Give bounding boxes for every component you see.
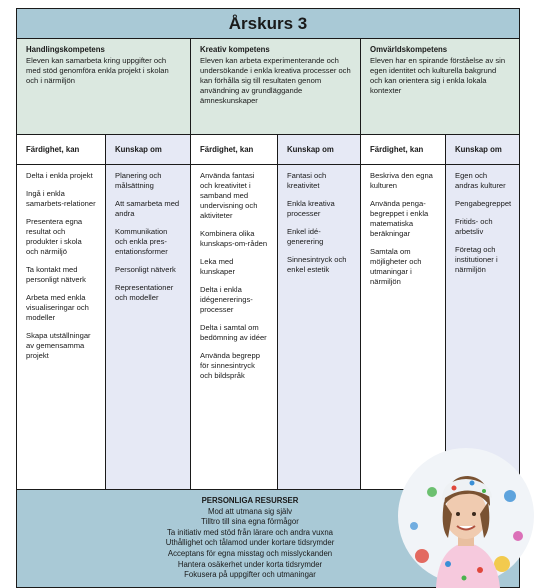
competence-action bbox=[17, 39, 190, 134]
list-item: Ta kontakt med personligt nätverk bbox=[26, 265, 86, 284]
column-header: Kunskap om bbox=[105, 135, 190, 164]
list-item: Fantasi och kreativitet bbox=[287, 171, 327, 190]
competence-world bbox=[360, 39, 519, 134]
resources-title: PERSONLIGA RESURSER bbox=[201, 496, 299, 505]
list-item: Att samarbeta med andra bbox=[115, 199, 180, 218]
list-item: Samtala om möjligheter och utmaningar i närmiljön bbox=[370, 247, 422, 286]
list-item: Delta i enkla idégenererings-processer bbox=[200, 285, 253, 314]
competence-text: Eleven kan arbeta experimenterande och undersökande i enkla kreativa processer och kan förhålla sig till resultaten genom användning av grundläggande ämneskunskaper bbox=[200, 56, 351, 105]
list-item: Enkel idé-generering bbox=[287, 227, 324, 246]
list-item: Arbeta med enkla visualiseringar och modeller bbox=[26, 293, 89, 322]
list-item: Presentera egna resultat och produkter i skola och närmiljö bbox=[26, 217, 83, 256]
list-item: Pengabegreppet bbox=[455, 199, 512, 208]
list-item: Egen och andras kulturer bbox=[455, 171, 506, 190]
column-header: Kunskap om bbox=[445, 135, 519, 164]
list-item: Enkla kreativa processer bbox=[287, 199, 335, 218]
list-item: Planering och målsättning bbox=[115, 171, 162, 190]
list-item: Personligt nätverk bbox=[115, 265, 176, 274]
list-item: Sinnesintryck och enkel estetik bbox=[287, 255, 347, 274]
resource-item: Tilltro till sina egna förmågor bbox=[201, 517, 299, 527]
knowledge-column bbox=[105, 165, 190, 489]
list-item: Använda fantasi och kreativitet i samband med undervisning och aktiviteter bbox=[200, 171, 258, 220]
competence-text: Eleven har en spirande förståelse av sin egen identitet och kulturella bakgrund och kan orientera sig i enkla lokala kontexter bbox=[370, 56, 506, 95]
list-item: Leka med kunskaper bbox=[200, 257, 236, 276]
skills-column bbox=[17, 165, 105, 489]
column-header: Färdighet, kan bbox=[190, 135, 277, 164]
resource-item: Uthållighet och tålamod under kortare tidsrymder bbox=[165, 538, 335, 548]
resource-item: Acceptans för egna misstag och misslyckanden bbox=[167, 548, 333, 558]
competence-row bbox=[17, 39, 519, 135]
column-header-row bbox=[17, 135, 519, 165]
competence-creative bbox=[190, 39, 360, 134]
resource-item: Ta initiativ med stöd från lärare och andra vuxna bbox=[167, 527, 333, 537]
list-item: Fritids- och arbetsliv bbox=[455, 217, 493, 236]
list-item: Beskriva den egna kulturen bbox=[370, 171, 433, 190]
list-item: Företag och institutioner i närmiljön bbox=[455, 245, 498, 274]
resource-item: Mod att utmana sig själv bbox=[207, 506, 293, 516]
list-item: Skapa utställningar av gemensamma projekt bbox=[26, 331, 91, 360]
knowledge-column bbox=[277, 165, 360, 489]
column-header: Färdighet, kan bbox=[17, 135, 105, 164]
competence-heading: Kreativ kompetens bbox=[200, 45, 270, 54]
list-item: Ingå i enkla samarbets-relationer bbox=[26, 189, 96, 208]
competence-heading: Omvärldskompetens bbox=[370, 45, 448, 54]
list-item: Delta i samtal om bedömning av idéer bbox=[200, 323, 267, 342]
resource-item: Fokusera på uppgifter och utmaningar bbox=[184, 570, 316, 580]
skills-column bbox=[190, 165, 277, 489]
resources-list bbox=[115, 496, 385, 581]
list-item: Använda penga-begreppet i enkla matematiska beräkningar bbox=[370, 199, 429, 238]
resource-item: Hantera osäkerhet under korta tidsrymder bbox=[177, 559, 323, 569]
list-item: Kommunikation och enkla pres-entationsformer bbox=[115, 227, 168, 256]
list-item: Använda begrepp för sinnesintryck och bildspråk bbox=[200, 351, 260, 380]
list-item: Representationer och modeller bbox=[115, 283, 174, 302]
competence-heading: Handlingskompetens bbox=[26, 45, 105, 54]
column-header: Färdighet, kan bbox=[360, 135, 445, 164]
column-header: Kunskap om bbox=[277, 135, 360, 164]
competence-text: Eleven kan samarbeta kring uppgifter och med stöd genomföra enkla projekt i skolan och i närmiljön bbox=[26, 56, 169, 85]
page-title: Årskurs 3 bbox=[17, 9, 519, 39]
list-item: Delta i enkla projekt bbox=[26, 171, 93, 180]
child-photo bbox=[392, 436, 538, 588]
list-item: Kombinera olika kunskaps-om-råden bbox=[200, 229, 268, 248]
